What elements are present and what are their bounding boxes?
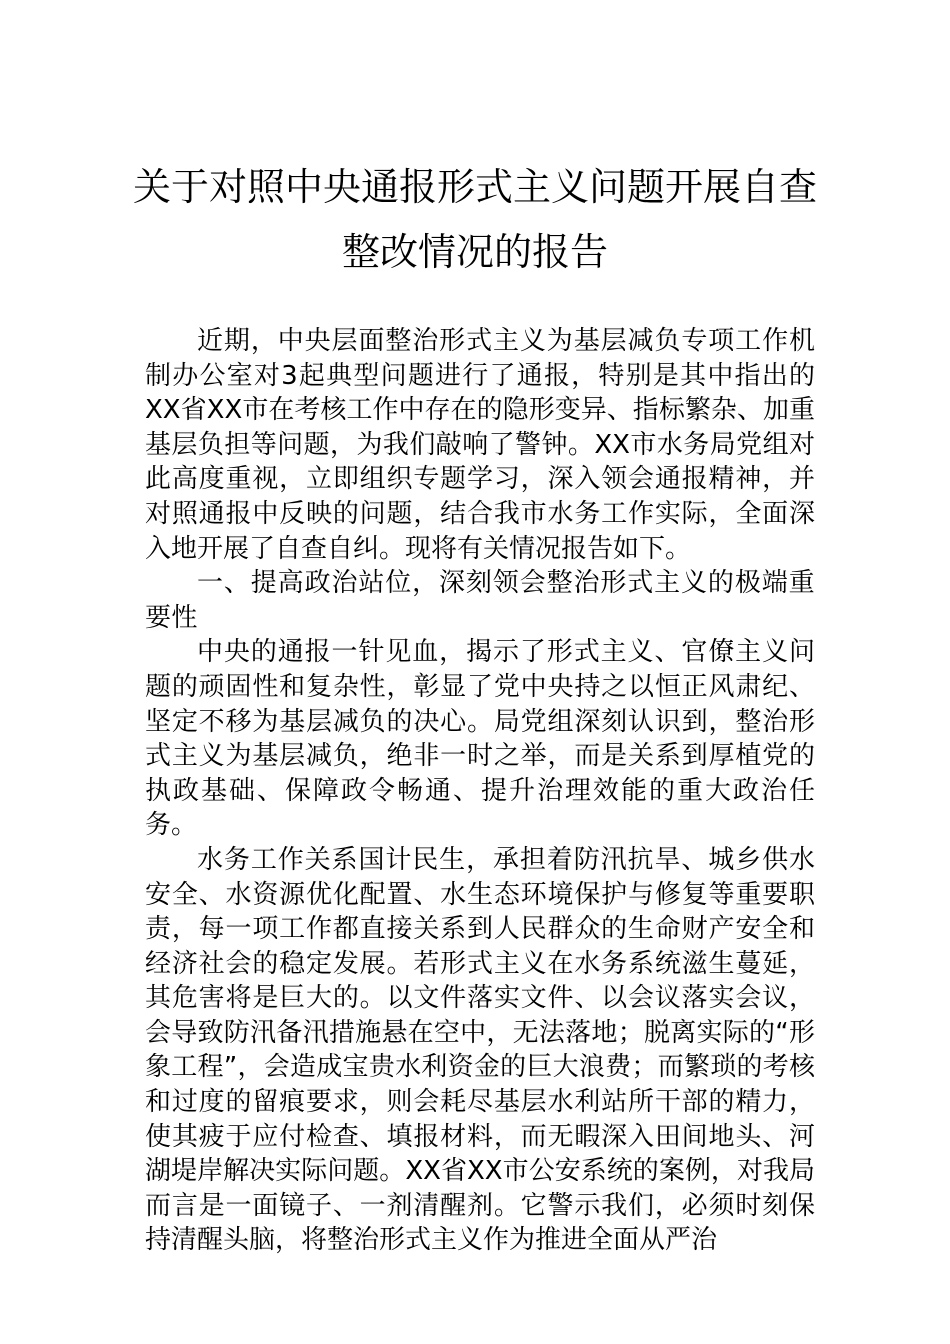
section-heading-1: 一、提高政治站位，深刻领会整治形式主义的极端重要性 bbox=[145, 568, 815, 633]
paragraph-intro: 近期，中央层面整治形式主义为基层减负专项工作机制办公室对3起典型问题进行了通报，特别是其中指出的XX省XX市在考核工作中存在的隐形变异、指标繁杂、加重基层负担等问题，为我们敲响了警钟。XX市水务局党组对此高度重视，立即组织专题学习，深入领会通报精神，并对照通报中反映的问题，结合我市水务工作实际，全面深入地开展了自查自纠。现将有关情况报告如下。 bbox=[145, 326, 815, 564]
document-title-line-2: 整改情况的报告 bbox=[341, 230, 608, 274]
document-body bbox=[145, 324, 815, 1258]
paragraph-section1-b: 水务工作关系国计民生，承担着防汛抗旱、城乡供水安全、水资源优化配置、水生态环境保护与修复等重要职责，每一项工作都直接关系到人民群众的生命财产安全和经济社会的稳定发展。若形式主义在水务系统滋生蔓延，其危害将是巨大的。以文件落实文件、以会议落实会议，会导致防汛备汛措施悬在空中，无法落地；脱离实际的“形象工程”，会造成宝贵水利资金的巨大浪费；而繁琐的考核和过度的留痕要求，则会耗尽基层水利站所干部的精力，使其疲于应付检查、填报材料，而无暇深入田间地头、河湖堤岸解决实际问题。XX省XX市公安系统的案例，对我局而言是一面镜子、一剂清醒剂。它警示我们，必须时刻保持清醒头脑，将整治形式主义作为推进全面从严治 bbox=[145, 844, 815, 1256]
document-title-line-1: 关于对照中央通报形式主义问题开展自查 bbox=[132, 165, 817, 209]
paragraph-section1-a: 中央的通报一针见血，揭示了形式主义、官僚主义问题的顽固性和复杂性，彰显了党中央持之以恒正风肃纪、坚定不移为基层减负的决心。局党组深刻认识到，整治形式主义为基层减负，绝非一时之举，而是关系到厚植党的执政基础、保障政令畅通、提升治理效能的重大政治任务。 bbox=[145, 637, 815, 841]
